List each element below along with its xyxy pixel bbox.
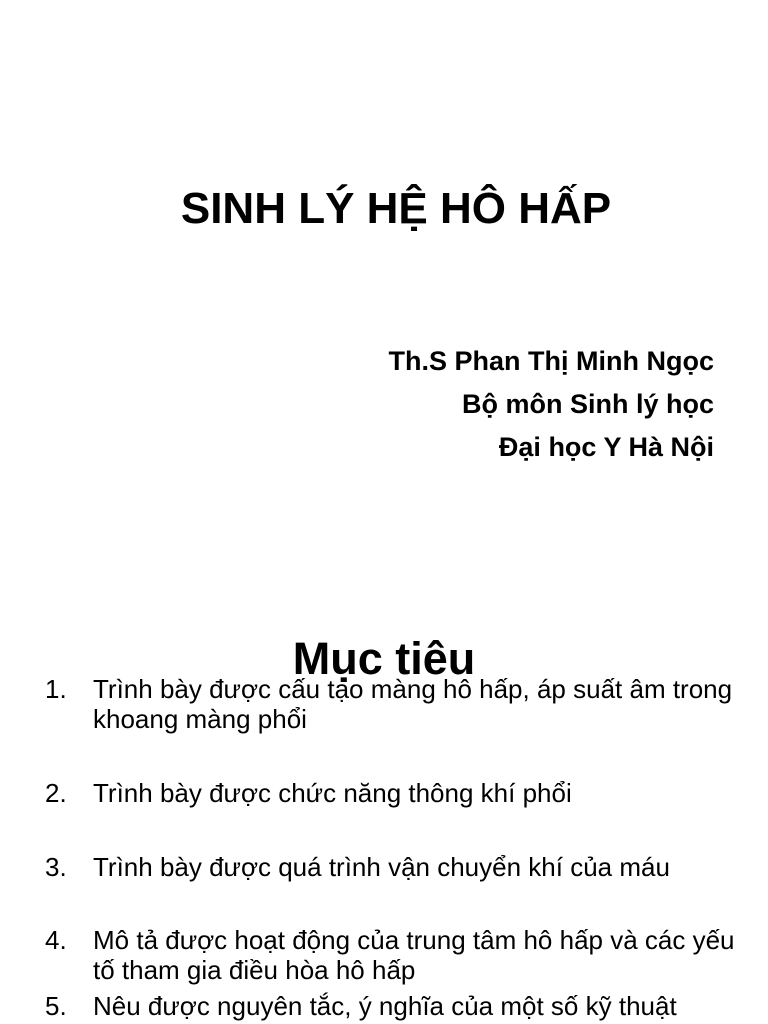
objective-item <box>45 991 735 1021</box>
department-name: Bộ môn Sinh lý học <box>461 389 714 419</box>
objective-item <box>45 778 735 808</box>
author-info <box>389 340 714 469</box>
objective-number: 1. <box>45 674 67 704</box>
objectives-title: Mục tiêu <box>292 633 476 685</box>
objective-item <box>45 674 735 734</box>
objective-item <box>45 925 735 985</box>
objective-text: Trình bày được quá trình vận chuyển khí của máu <box>93 852 670 882</box>
objective-number: 3. <box>45 852 67 882</box>
university-name: Đại học Y Hà Nội <box>498 432 714 462</box>
objective-text: Trình bày được cấu tạo màng hô hấp, áp suất âm trong khoang màng phổi <box>93 674 733 734</box>
author-name: Th.S Phan Thị Minh Ngọc <box>388 346 714 376</box>
objective-number: 2. <box>45 778 67 808</box>
cover-title: SINH LÝ HỆ HÔ HẤP <box>180 184 612 234</box>
objective-text: Trình bày được chức năng thông khí phổi <box>93 778 572 808</box>
objectives-slide <box>0 566 768 1024</box>
objective-text: Nêu được nguyên tắc, ý nghĩa của một số kỹ thuật <box>93 991 677 1021</box>
objective-text: Mô tả được hoạt động của trung tâm hô hấp và các yếu tố tham gia điều hòa hô hấp <box>93 925 735 985</box>
objective-item <box>45 852 735 882</box>
objective-number: 4. <box>45 925 67 955</box>
objective-number: 5. <box>45 991 67 1021</box>
